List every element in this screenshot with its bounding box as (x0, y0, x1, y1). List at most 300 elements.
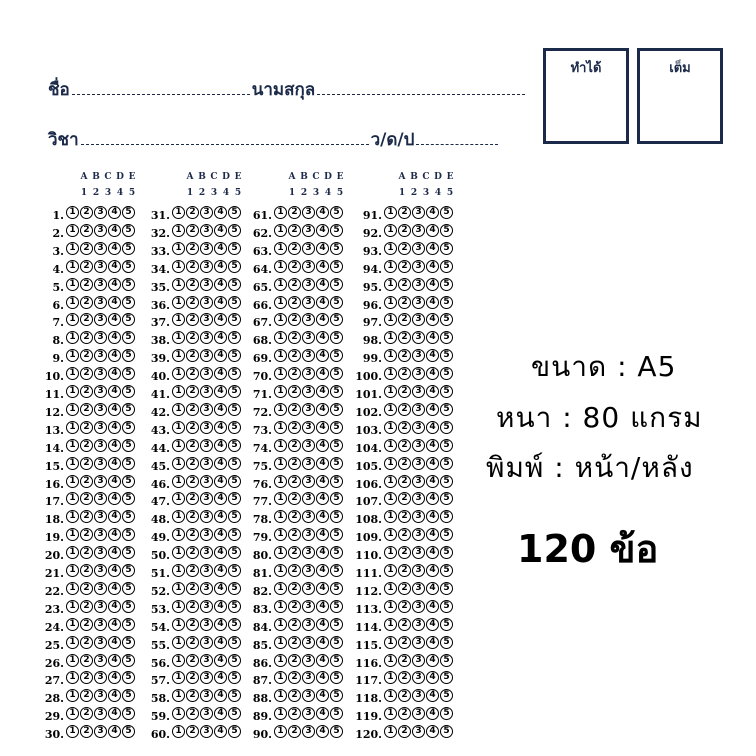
answer-bubble[interactable]: 4 (316, 564, 329, 577)
answer-bubble[interactable]: 5 (122, 654, 135, 667)
answer-bubble[interactable]: 5 (122, 475, 135, 488)
answer-bubble[interactable]: 3 (302, 296, 315, 309)
answer-bubble[interactable]: 2 (80, 206, 93, 219)
answer-bubble[interactable]: 3 (412, 403, 425, 416)
answer-bubble[interactable]: 2 (186, 260, 199, 273)
answer-bubble[interactable]: 5 (440, 636, 453, 649)
answer-bubble[interactable]: 2 (186, 600, 199, 613)
answer-bubble[interactable]: 3 (94, 457, 107, 470)
answer-bubble[interactable]: 3 (200, 725, 213, 738)
answer-bubble[interactable]: 1 (274, 600, 287, 613)
answer-bubble[interactable]: 2 (80, 492, 93, 505)
answer-bubble[interactable]: 3 (94, 510, 107, 523)
answer-bubble[interactable]: 4 (214, 528, 227, 541)
answer-bubble[interactable]: 2 (398, 636, 411, 649)
answer-bubble[interactable]: 1 (274, 618, 287, 631)
answer-bubble[interactable]: 3 (412, 331, 425, 344)
answer-bubble[interactable]: 1 (274, 546, 287, 559)
answer-bubble[interactable]: 3 (94, 349, 107, 362)
answer-bubble[interactable]: 4 (214, 600, 227, 613)
answer-bubble[interactable]: 5 (122, 582, 135, 595)
answer-bubble[interactable]: 4 (108, 296, 121, 309)
answer-bubble[interactable]: 3 (302, 278, 315, 291)
answer-bubble[interactable]: 3 (200, 564, 213, 577)
answer-bubble[interactable]: 1 (384, 618, 397, 631)
answer-bubble[interactable]: 1 (384, 385, 397, 398)
answer-bubble[interactable]: 1 (66, 367, 79, 380)
answer-bubble[interactable]: 4 (316, 618, 329, 631)
answer-bubble[interactable]: 5 (330, 564, 343, 577)
answer-bubble[interactable]: 4 (108, 403, 121, 416)
answer-bubble[interactable]: 4 (214, 689, 227, 702)
answer-bubble[interactable]: 4 (316, 403, 329, 416)
answer-bubble[interactable]: 2 (80, 224, 93, 237)
answer-bubble[interactable]: 2 (186, 296, 199, 309)
answer-bubble[interactable]: 3 (94, 260, 107, 273)
answer-bubble[interactable]: 1 (66, 278, 79, 291)
answer-bubble[interactable]: 1 (66, 313, 79, 326)
answer-bubble[interactable]: 2 (288, 385, 301, 398)
answer-bubble[interactable]: 4 (426, 313, 439, 326)
answer-bubble[interactable]: 1 (274, 510, 287, 523)
answer-bubble[interactable]: 2 (186, 224, 199, 237)
answer-bubble[interactable]: 5 (228, 689, 241, 702)
answer-bubble[interactable]: 2 (288, 206, 301, 219)
answer-bubble[interactable]: 3 (412, 492, 425, 505)
answer-bubble[interactable]: 3 (302, 600, 315, 613)
answer-bubble[interactable]: 5 (440, 403, 453, 416)
answer-bubble[interactable]: 5 (228, 475, 241, 488)
answer-bubble[interactable]: 4 (426, 636, 439, 649)
answer-bubble[interactable]: 3 (412, 725, 425, 738)
answer-bubble[interactable]: 4 (316, 260, 329, 273)
answer-bubble[interactable]: 5 (122, 528, 135, 541)
answer-bubble[interactable]: 3 (412, 510, 425, 523)
answer-bubble[interactable]: 4 (316, 331, 329, 344)
answer-bubble[interactable]: 5 (330, 439, 343, 452)
answer-bubble[interactable]: 5 (440, 224, 453, 237)
answer-bubble[interactable]: 2 (80, 313, 93, 326)
answer-bubble[interactable]: 5 (228, 260, 241, 273)
answer-bubble[interactable]: 1 (66, 528, 79, 541)
answer-bubble[interactable]: 2 (186, 671, 199, 684)
answer-bubble[interactable]: 3 (94, 636, 107, 649)
answer-bubble[interactable]: 1 (384, 224, 397, 237)
answer-bubble[interactable]: 1 (172, 278, 185, 291)
answer-bubble[interactable]: 2 (186, 528, 199, 541)
answer-bubble[interactable]: 4 (108, 564, 121, 577)
answer-bubble[interactable]: 5 (122, 278, 135, 291)
answer-bubble[interactable]: 3 (302, 349, 315, 362)
answer-bubble[interactable]: 1 (384, 260, 397, 273)
answer-bubble[interactable]: 4 (108, 260, 121, 273)
answer-bubble[interactable]: 5 (122, 421, 135, 434)
answer-bubble[interactable]: 2 (288, 349, 301, 362)
answer-bubble[interactable]: 1 (384, 206, 397, 219)
answer-bubble[interactable]: 5 (228, 385, 241, 398)
answer-bubble[interactable]: 4 (316, 439, 329, 452)
answer-bubble[interactable]: 1 (384, 475, 397, 488)
answer-bubble[interactable]: 2 (398, 600, 411, 613)
answer-bubble[interactable]: 5 (330, 636, 343, 649)
answer-bubble[interactable]: 3 (200, 671, 213, 684)
answer-bubble[interactable]: 2 (398, 654, 411, 667)
answer-bubble[interactable]: 1 (172, 242, 185, 255)
answer-bubble[interactable]: 4 (316, 725, 329, 738)
answer-bubble[interactable]: 3 (412, 600, 425, 613)
answer-bubble[interactable]: 2 (186, 689, 199, 702)
answer-bubble[interactable]: 2 (288, 707, 301, 720)
answer-bubble[interactable]: 3 (200, 224, 213, 237)
answer-bubble[interactable]: 2 (186, 439, 199, 452)
answer-bubble[interactable]: 4 (108, 600, 121, 613)
answer-bubble[interactable]: 3 (200, 475, 213, 488)
answer-bubble[interactable]: 4 (108, 206, 121, 219)
answer-bubble[interactable]: 3 (302, 260, 315, 273)
answer-bubble[interactable]: 5 (228, 278, 241, 291)
answer-bubble[interactable]: 3 (412, 689, 425, 702)
answer-bubble[interactable]: 1 (66, 260, 79, 273)
answer-bubble[interactable]: 5 (440, 278, 453, 291)
answer-bubble[interactable]: 2 (398, 242, 411, 255)
answer-bubble[interactable]: 2 (398, 224, 411, 237)
answer-bubble[interactable]: 4 (316, 510, 329, 523)
answer-bubble[interactable]: 1 (384, 313, 397, 326)
answer-bubble[interactable]: 4 (108, 224, 121, 237)
answer-bubble[interactable]: 5 (440, 367, 453, 380)
answer-bubble[interactable]: 1 (274, 671, 287, 684)
answer-bubble[interactable]: 2 (186, 313, 199, 326)
answer-bubble[interactable]: 2 (288, 546, 301, 559)
answer-bubble[interactable]: 2 (186, 564, 199, 577)
answer-bubble[interactable]: 5 (228, 224, 241, 237)
answer-bubble[interactable]: 1 (172, 600, 185, 613)
answer-bubble[interactable]: 3 (302, 564, 315, 577)
answer-bubble[interactable]: 5 (122, 725, 135, 738)
answer-bubble[interactable]: 5 (330, 296, 343, 309)
surname-line[interactable] (317, 93, 525, 95)
answer-bubble[interactable]: 5 (440, 331, 453, 344)
answer-bubble[interactable]: 2 (288, 278, 301, 291)
answer-bubble[interactable]: 3 (302, 689, 315, 702)
answer-bubble[interactable]: 2 (80, 278, 93, 291)
answer-bubble[interactable]: 5 (122, 689, 135, 702)
answer-bubble[interactable]: 5 (228, 349, 241, 362)
answer-bubble[interactable]: 1 (172, 528, 185, 541)
answer-bubble[interactable]: 1 (66, 671, 79, 684)
answer-bubble[interactable]: 3 (200, 528, 213, 541)
answer-bubble[interactable]: 1 (66, 564, 79, 577)
answer-bubble[interactable]: 5 (330, 313, 343, 326)
answer-bubble[interactable]: 4 (426, 367, 439, 380)
answer-bubble[interactable]: 5 (228, 582, 241, 595)
answer-bubble[interactable]: 2 (186, 546, 199, 559)
answer-bubble[interactable]: 2 (80, 349, 93, 362)
answer-bubble[interactable]: 2 (288, 403, 301, 416)
answer-bubble[interactable]: 5 (228, 331, 241, 344)
answer-bubble[interactable]: 4 (108, 725, 121, 738)
answer-bubble[interactable]: 1 (384, 421, 397, 434)
answer-bubble[interactable]: 4 (214, 671, 227, 684)
answer-bubble[interactable]: 3 (302, 313, 315, 326)
answer-bubble[interactable]: 5 (440, 725, 453, 738)
answer-bubble[interactable]: 2 (186, 385, 199, 398)
answer-bubble[interactable]: 2 (288, 725, 301, 738)
answer-bubble[interactable]: 3 (94, 600, 107, 613)
answer-bubble[interactable]: 5 (122, 331, 135, 344)
answer-bubble[interactable]: 3 (412, 546, 425, 559)
answer-bubble[interactable]: 3 (302, 385, 315, 398)
answer-bubble[interactable]: 2 (288, 331, 301, 344)
answer-bubble[interactable]: 2 (398, 439, 411, 452)
answer-bubble[interactable]: 3 (200, 654, 213, 667)
answer-bubble[interactable]: 3 (94, 707, 107, 720)
answer-bubble[interactable]: 4 (316, 636, 329, 649)
answer-bubble[interactable]: 4 (316, 367, 329, 380)
answer-bubble[interactable]: 3 (94, 313, 107, 326)
answer-bubble[interactable]: 3 (412, 421, 425, 434)
answer-bubble[interactable]: 5 (122, 224, 135, 237)
answer-bubble[interactable]: 4 (316, 600, 329, 613)
answer-bubble[interactable]: 5 (440, 385, 453, 398)
answer-bubble[interactable]: 4 (214, 403, 227, 416)
answer-bubble[interactable]: 5 (440, 528, 453, 541)
answer-bubble[interactable]: 3 (200, 278, 213, 291)
answer-bubble[interactable]: 3 (94, 403, 107, 416)
answer-bubble[interactable]: 3 (412, 224, 425, 237)
answer-bubble[interactable]: 2 (398, 492, 411, 505)
answer-bubble[interactable]: 2 (186, 206, 199, 219)
answer-bubble[interactable]: 5 (440, 582, 453, 595)
answer-bubble[interactable]: 2 (288, 439, 301, 452)
answer-bubble[interactable]: 1 (274, 439, 287, 452)
answer-bubble[interactable]: 3 (94, 421, 107, 434)
answer-bubble[interactable]: 4 (426, 385, 439, 398)
answer-bubble[interactable]: 4 (214, 618, 227, 631)
answer-bubble[interactable]: 1 (384, 582, 397, 595)
answer-bubble[interactable]: 5 (330, 725, 343, 738)
answer-bubble[interactable]: 1 (172, 296, 185, 309)
answer-bubble[interactable]: 3 (302, 725, 315, 738)
answer-bubble[interactable]: 2 (80, 403, 93, 416)
answer-bubble[interactable]: 3 (302, 421, 315, 434)
answer-bubble[interactable]: 2 (80, 439, 93, 452)
answer-bubble[interactable]: 3 (200, 296, 213, 309)
answer-bubble[interactable]: 5 (228, 206, 241, 219)
answer-bubble[interactable]: 2 (80, 242, 93, 255)
answer-bubble[interactable]: 4 (316, 313, 329, 326)
answer-bubble[interactable]: 1 (66, 385, 79, 398)
answer-bubble[interactable]: 1 (172, 582, 185, 595)
answer-bubble[interactable]: 2 (186, 492, 199, 505)
answer-bubble[interactable]: 4 (214, 564, 227, 577)
answer-bubble[interactable]: 5 (122, 242, 135, 255)
answer-bubble[interactable]: 4 (214, 654, 227, 667)
answer-bubble[interactable]: 4 (316, 242, 329, 255)
answer-bubble[interactable]: 1 (274, 457, 287, 470)
answer-bubble[interactable]: 3 (94, 439, 107, 452)
answer-bubble[interactable]: 3 (412, 636, 425, 649)
answer-bubble[interactable]: 4 (316, 707, 329, 720)
answer-bubble[interactable]: 1 (172, 457, 185, 470)
answer-bubble[interactable]: 1 (384, 403, 397, 416)
answer-bubble[interactable]: 2 (288, 313, 301, 326)
answer-bubble[interactable]: 3 (412, 242, 425, 255)
answer-bubble[interactable]: 5 (122, 546, 135, 559)
answer-bubble[interactable]: 1 (172, 224, 185, 237)
answer-bubble[interactable]: 2 (398, 707, 411, 720)
answer-bubble[interactable]: 3 (200, 331, 213, 344)
answer-bubble[interactable]: 1 (172, 707, 185, 720)
answer-bubble[interactable]: 1 (384, 600, 397, 613)
answer-bubble[interactable]: 1 (66, 600, 79, 613)
answer-bubble[interactable]: 5 (440, 689, 453, 702)
answer-bubble[interactable]: 3 (200, 689, 213, 702)
answer-bubble[interactable]: 5 (330, 385, 343, 398)
answer-bubble[interactable]: 3 (302, 242, 315, 255)
answer-bubble[interactable]: 5 (228, 367, 241, 380)
answer-bubble[interactable]: 2 (288, 528, 301, 541)
answer-bubble[interactable]: 4 (316, 278, 329, 291)
answer-bubble[interactable]: 5 (122, 510, 135, 523)
answer-bubble[interactable]: 4 (426, 654, 439, 667)
answer-bubble[interactable]: 4 (108, 313, 121, 326)
answer-bubble[interactable]: 1 (274, 242, 287, 255)
answer-bubble[interactable]: 5 (440, 421, 453, 434)
answer-bubble[interactable]: 4 (108, 510, 121, 523)
answer-bubble[interactable]: 5 (440, 564, 453, 577)
answer-bubble[interactable]: 1 (172, 331, 185, 344)
name-line[interactable] (72, 93, 250, 95)
answer-bubble[interactable]: 4 (214, 296, 227, 309)
answer-bubble[interactable]: 3 (302, 528, 315, 541)
answer-bubble[interactable]: 5 (228, 600, 241, 613)
answer-bubble[interactable]: 4 (108, 707, 121, 720)
answer-bubble[interactable]: 1 (66, 582, 79, 595)
score-full-box[interactable] (637, 48, 723, 144)
answer-bubble[interactable]: 3 (94, 546, 107, 559)
answer-bubble[interactable]: 2 (186, 278, 199, 291)
answer-bubble[interactable]: 2 (186, 707, 199, 720)
answer-bubble[interactable]: 4 (214, 331, 227, 344)
answer-bubble[interactable]: 4 (108, 349, 121, 362)
answer-bubble[interactable]: 1 (66, 349, 79, 362)
answer-bubble[interactable]: 3 (412, 618, 425, 631)
answer-bubble[interactable]: 1 (274, 475, 287, 488)
answer-bubble[interactable]: 3 (94, 689, 107, 702)
answer-bubble[interactable]: 5 (228, 618, 241, 631)
answer-bubble[interactable]: 5 (228, 707, 241, 720)
answer-bubble[interactable]: 5 (228, 510, 241, 523)
answer-bubble[interactable]: 2 (398, 564, 411, 577)
answer-bubble[interactable]: 4 (426, 564, 439, 577)
answer-bubble[interactable]: 5 (440, 671, 453, 684)
answer-bubble[interactable]: 3 (302, 475, 315, 488)
answer-bubble[interactable]: 3 (200, 367, 213, 380)
answer-bubble[interactable]: 2 (186, 582, 199, 595)
answer-bubble[interactable]: 1 (66, 492, 79, 505)
answer-bubble[interactable]: 2 (398, 313, 411, 326)
answer-bubble[interactable]: 5 (228, 671, 241, 684)
answer-bubble[interactable]: 4 (426, 349, 439, 362)
answer-bubble[interactable]: 3 (302, 224, 315, 237)
answer-bubble[interactable]: 3 (412, 349, 425, 362)
answer-bubble[interactable]: 5 (122, 439, 135, 452)
answer-bubble[interactable]: 4 (108, 689, 121, 702)
answer-bubble[interactable]: 4 (214, 367, 227, 380)
answer-bubble[interactable]: 4 (108, 546, 121, 559)
answer-bubble[interactable]: 1 (66, 457, 79, 470)
answer-bubble[interactable]: 1 (384, 296, 397, 309)
answer-bubble[interactable]: 3 (302, 654, 315, 667)
answer-bubble[interactable]: 4 (426, 242, 439, 255)
answer-bubble[interactable]: 4 (108, 492, 121, 505)
answer-bubble[interactable]: 2 (398, 725, 411, 738)
answer-bubble[interactable]: 5 (228, 564, 241, 577)
answer-bubble[interactable]: 1 (274, 403, 287, 416)
answer-bubble[interactable]: 2 (80, 618, 93, 631)
answer-bubble[interactable]: 3 (302, 546, 315, 559)
answer-bubble[interactable]: 3 (94, 671, 107, 684)
answer-bubble[interactable]: 5 (330, 546, 343, 559)
answer-bubble[interactable]: 1 (172, 206, 185, 219)
answer-bubble[interactable]: 5 (330, 224, 343, 237)
answer-bubble[interactable]: 1 (66, 224, 79, 237)
answer-bubble[interactable]: 4 (316, 457, 329, 470)
answer-bubble[interactable]: 3 (94, 654, 107, 667)
answer-bubble[interactable]: 3 (200, 242, 213, 255)
date-line[interactable] (416, 143, 498, 145)
answer-bubble[interactable]: 3 (200, 457, 213, 470)
answer-bubble[interactable]: 2 (186, 403, 199, 416)
answer-bubble[interactable]: 4 (426, 278, 439, 291)
answer-bubble[interactable]: 2 (186, 636, 199, 649)
answer-bubble[interactable]: 1 (66, 654, 79, 667)
answer-bubble[interactable]: 1 (172, 439, 185, 452)
answer-bubble[interactable]: 1 (66, 403, 79, 416)
answer-bubble[interactable]: 1 (274, 707, 287, 720)
answer-bubble[interactable]: 3 (94, 385, 107, 398)
answer-bubble[interactable]: 4 (108, 618, 121, 631)
answer-bubble[interactable]: 5 (122, 636, 135, 649)
answer-bubble[interactable]: 5 (330, 349, 343, 362)
answer-bubble[interactable]: 1 (384, 671, 397, 684)
answer-bubble[interactable]: 1 (384, 636, 397, 649)
answer-bubble[interactable]: 2 (288, 475, 301, 488)
answer-bubble[interactable]: 1 (274, 260, 287, 273)
answer-bubble[interactable]: 3 (94, 618, 107, 631)
answer-bubble[interactable]: 2 (80, 385, 93, 398)
answer-bubble[interactable]: 3 (200, 582, 213, 595)
answer-bubble[interactable]: 4 (426, 403, 439, 416)
answer-bubble[interactable]: 4 (214, 313, 227, 326)
answer-bubble[interactable]: 5 (122, 600, 135, 613)
answer-bubble[interactable]: 2 (80, 367, 93, 380)
answer-bubble[interactable]: 1 (66, 242, 79, 255)
answer-bubble[interactable]: 5 (440, 600, 453, 613)
answer-bubble[interactable]: 4 (214, 260, 227, 273)
answer-bubble[interactable]: 2 (80, 654, 93, 667)
answer-bubble[interactable]: 4 (426, 296, 439, 309)
answer-bubble[interactable]: 4 (108, 385, 121, 398)
answer-bubble[interactable]: 1 (274, 278, 287, 291)
answer-bubble[interactable]: 2 (288, 492, 301, 505)
answer-bubble[interactable]: 4 (214, 439, 227, 452)
answer-bubble[interactable]: 5 (440, 707, 453, 720)
answer-bubble[interactable]: 5 (228, 457, 241, 470)
answer-bubble[interactable]: 2 (398, 618, 411, 631)
answer-bubble[interactable]: 2 (80, 510, 93, 523)
